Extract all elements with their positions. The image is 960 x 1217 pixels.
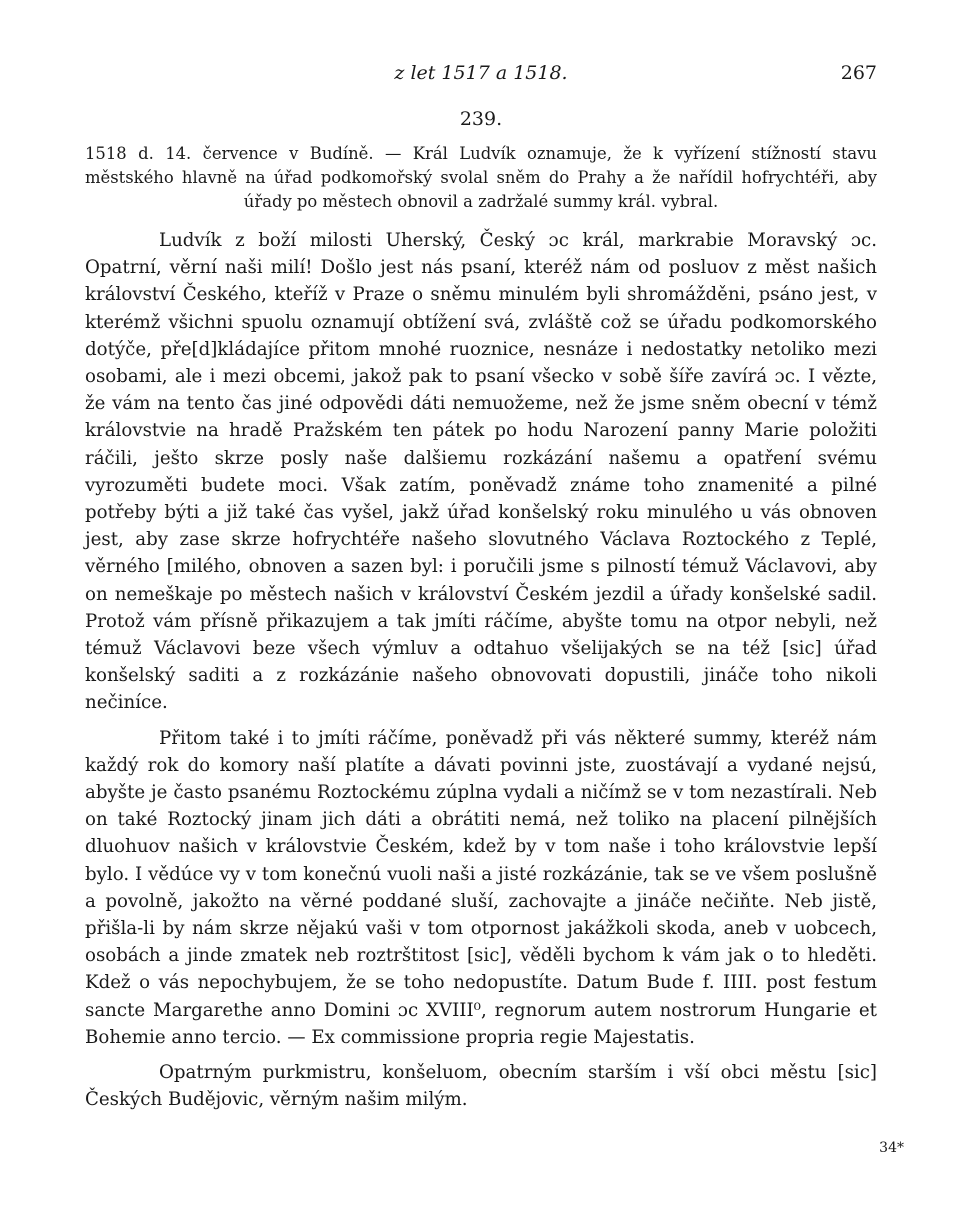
printer-signature-mark: 34* <box>879 1140 904 1156</box>
address-paragraph: Opatrným purkmistru, konšeluom, obecním starším i vší obci městu [sic] Českých Budějovic, věrným našim milým. <box>85 1062 877 1111</box>
page-number: 267 <box>840 62 877 84</box>
document-regest: 1518 d. 14. července v Budíně. — Král Ludvík oznamuje, že k vyřízení stížností stavu městského hlavně na úřad podkomořský svolal sněm do Prahy a že nařídil hofrychtéři, aby úřady po městech obnovil a zadržalé summy král. vybral. <box>85 144 877 211</box>
body-paragraph: Přitom také i to jmíti ráčíme, poněvadž při vás některé summy, kteréž nám každý rok do komory naší platíte a dávati povinni jste, zuostávají a vydané nejsú, abyšte je často psanému Roztockému zúplna vydali a ničímž se v tom nezastírali. Neb on také Roztocký jinam jich dáti a obrátiti nemá, než toliko na placení pilnějších dluohuov našich v královstvie Českém, kdež by v tom naše i toho královstvie lepší bylo. I vědúce vy v tom konečnú vuoli naši a jisté rozkázánie, tak se ve všem poslušně a povolně, jakožto na věrné poddané sluší, zachovajte a jináče nečiňte. Neb jistě, přišla-li by nám skrze nějakú vaši v tom otpornost jakážkoli skoda, aneb v uobcech, osobách a jinde zmatek neb roztrštitost [sic], věděli bychom k vám jak o to hleděti. Kdež o vás nepochybujem, že se toho nedopustíte. Datum Bude f. IIII. post festum sancte Margarethe anno Domini ɔc XVIII⁰, regnorum autem nostrorum Hungarie et Bohemie anno tercio. — Ex commissione propria regie Majestatis. <box>85 727 877 1048</box>
running-title: z let 1517 a 1518. <box>394 62 568 84</box>
body-paragraph: Ludvík z boží milosti Uherský, Český ɔc král, markrabie Moravský ɔc. Opatrní, věrní naši milí! Došlo jest nás psaní, kteréž nám od posluov z měst našich království Českého, kteříž v Praze o sněmu minulém byli shromážděni, psáno jest, v kterémž všichni spuolu oznamují obtížení svá, zvláště což se úřadu podkomorského dotýče, pře[d]kládajíce přitom mnohé ruoznice, nesnáze i nedostatky netoliko mezi osobami, ale i mezi obcemi, jakož pak to psaní všecko v sobě šíře zavírá ɔc. I vězte, že vám na tento čas jiné odpovědi dáti nemuožeme, než že jsme sněm obecní v témž královstvie na hradě Pražském ten pátek po hodu Narození panny Marie položiti ráčili, ještо skrze posly naše dalšiemu rozkázání našemu a opatření svému vyrozuměti budete moci. Však zatím, poněvadž známe toho znamenité a pilné potřeby býti a již také čas vyšel, jakž úřad konšelský roku minulého u vás obnoven jest, aby zase skrze hofrychtéře našeho slovutného Václava Roztockého z Teplé, věrného [milého, obnoven a sazen byl: i poručili jsme s pilností témuž Václavovi, aby on nemeškaje po městech našich v království Českém jezdil a úřady konšelské sadil. Protož vám přísně přikazujem a tak jmíti ráčíme, abyšte tomu na otpor nebyli, než témuž Václavovi beze všech výmluv a odtahuo všelijakých se na též [sic] úřad konšelský saditi a z rozkázánie našeho obnovovati dopustili, jináče toho nikoli nečiníce. <box>85 230 877 714</box>
document-number: 239. <box>459 108 503 130</box>
running-head <box>85 62 877 86</box>
document-body <box>85 227 877 1122</box>
